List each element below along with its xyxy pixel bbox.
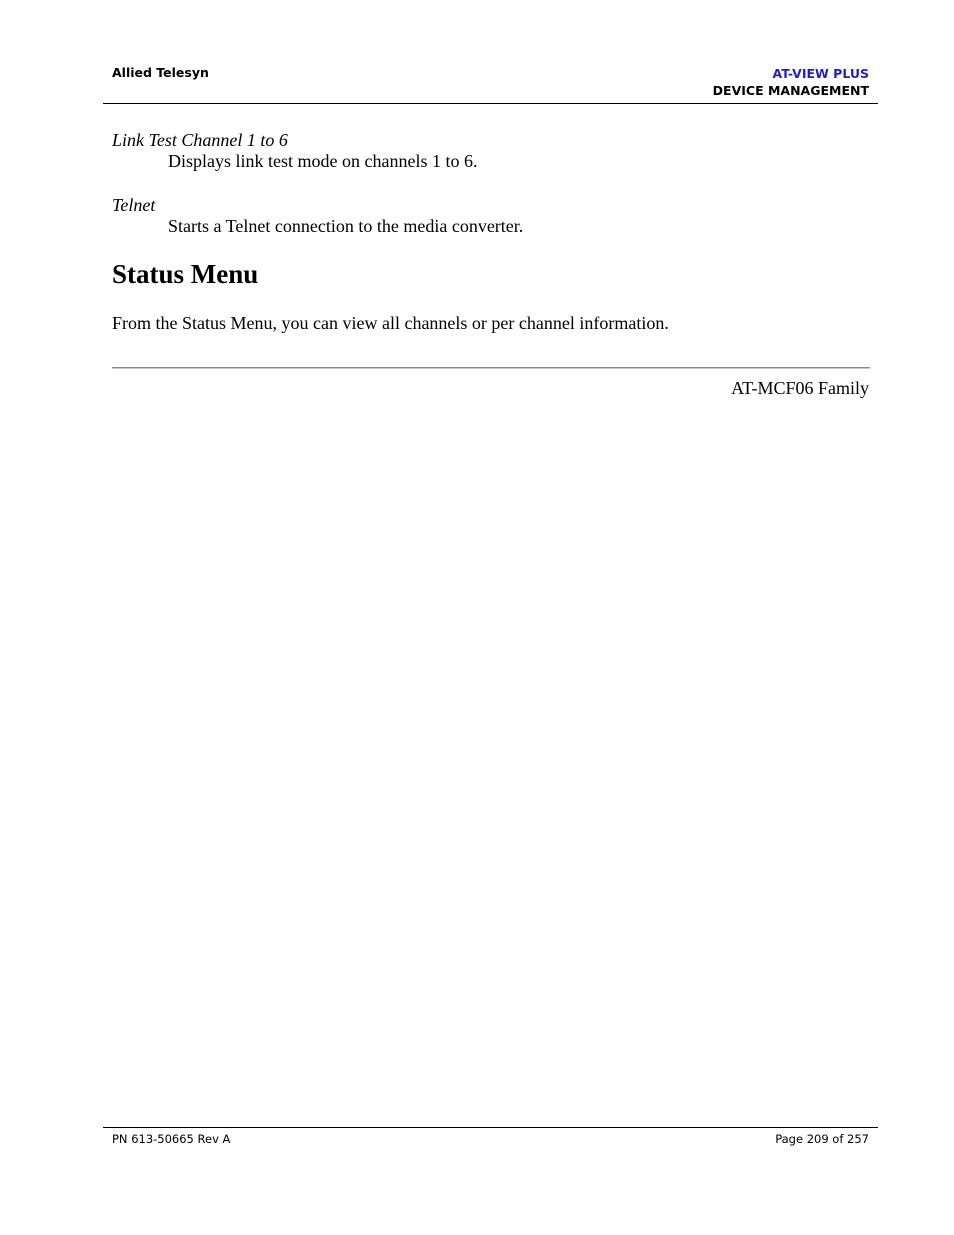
term-telnet: Telnet [112,195,156,215]
section-paragraph: From the Status Menu, you can view all channels or per channel information. [112,313,669,333]
footer-page-number: Page 209 of 257 [775,1132,869,1146]
section-divider [112,367,870,369]
footer-part-number: PN 613-50665 Rev A [112,1132,231,1146]
desc-telnet: Starts a Telnet connection to the media converter. [168,216,524,236]
desc-link-test: Displays link test mode on channels 1 to 6. [168,151,478,171]
header-divider [103,103,878,104]
product-family: AT-MCF06 Family [731,378,869,398]
term-link-test: Link Test Channel 1 to 6 [112,130,288,150]
header-product: AT-VIEW PLUS [772,66,869,81]
footer-divider [103,1127,878,1128]
header-section: DEVICE MANAGEMENT [712,83,869,98]
header-title-block [713,65,869,99]
section-heading: Status Menu [112,259,259,289]
header-company: Allied Telesyn [112,65,209,80]
